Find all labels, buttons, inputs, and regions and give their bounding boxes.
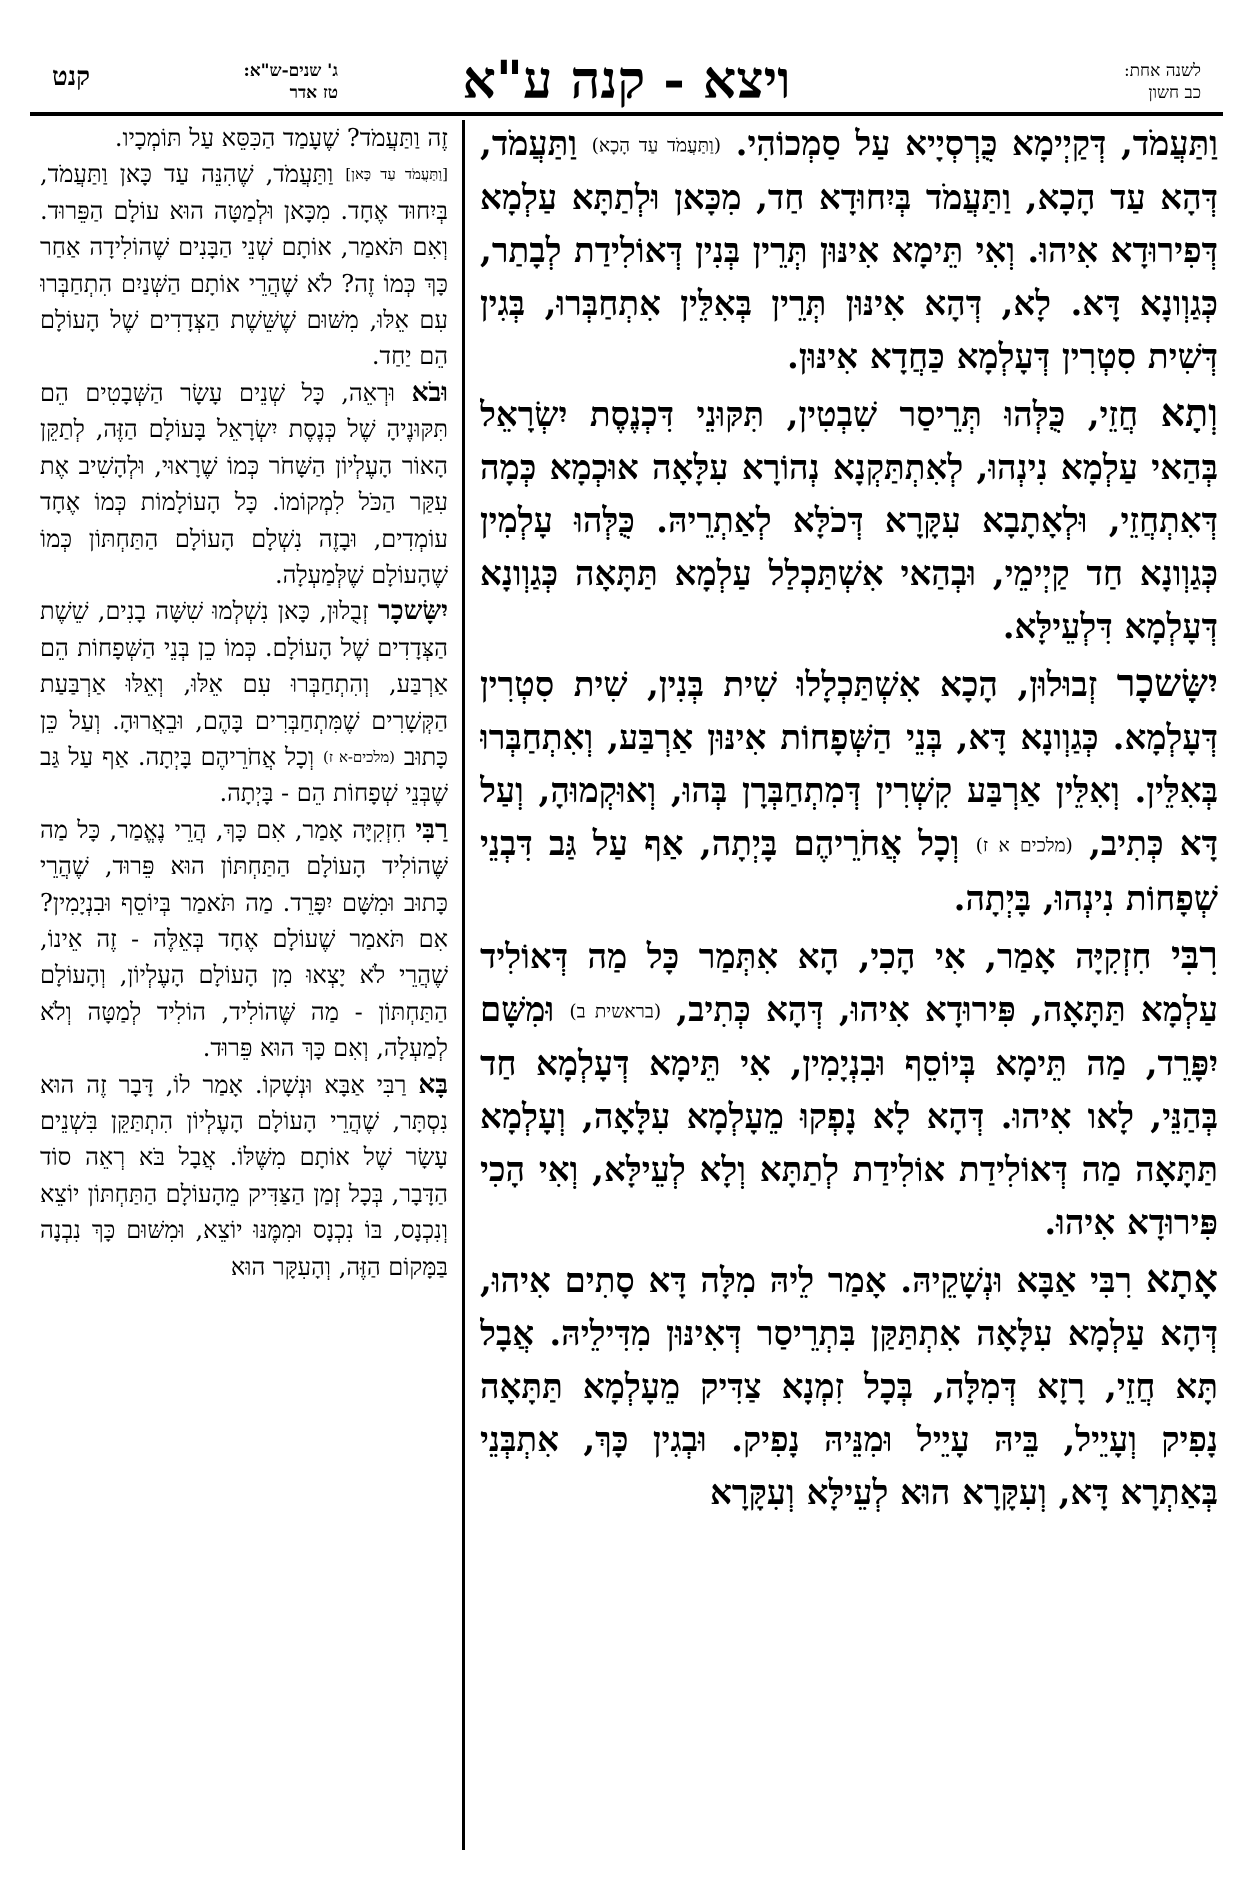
page-header — [30, 50, 1223, 114]
main-p4-opening-word: רִבִּי — [1170, 931, 1218, 977]
main-p2-opening-word: וְתָא — [1160, 390, 1218, 436]
commentary-paragraph-6 — [40, 1067, 448, 1285]
main-p4-reference: (בראשית ב) — [569, 1000, 662, 1022]
main-p4-text: חִזְקִיָּה אָמַר, אִי הָכִי, הָא אִתְּמַר כָּל מַה דְּאוֹלִיד עַלְמָא תַּתָּאָה, פִּירוּדָא אִיהוּ, דְּהָא כְּתִיב, — [480, 936, 1218, 1030]
column-separator — [462, 120, 465, 1850]
commentary-c4-text: זְבֻלוּן, כָּאן נִשְׁלְמוּ שִׁשָּׁה בָנִים, שֵׁשֶׁת הַצְּדָדִים שֶׁל הָעוֹלָם. כְּמוֹ כֵן בְּנֵי הַשְּׁפָחוֹת הֵם אַרְבַּע, וְהִתְחַבְּרוּ עִם אֵלּוּ, וְאֵלּוּ אַרְבַּעַת הַקְּשָׁרִים שֶׁמִּתְחַבְּרִים בָּהֶם, וּבֵאֲרוּהָ. וְעַל כֵּן כָּתוּב — [40, 597, 448, 771]
commentary-c4-text2: וְכָל אֲחֹרֵיהֶם בָּיְתָה. אַף עַל גַּב שֶׁבְּנֵי שְׁפָחוֹת הֵם - בָּיְתָה. — [40, 742, 448, 808]
page-title: ויצא - קנה ע"א — [462, 50, 791, 111]
commentary-c1-text: זֶה וַתַּעֲמֹד? שֶׁעָמַד הַכִּסֵּא עַל תּוֹמְכָיו. — [114, 124, 448, 152]
commentary-paragraph-4 — [40, 593, 448, 811]
header-right-line1: לשנה אחת: — [1123, 61, 1201, 81]
commentary-c2-text: וַתַּעֲמֹד, שֶׁהִנֵּה עַד כָּאן וַתַּעֲמֹד, בְּיִחוּד אֶחָד. מִכָּאן וּלְמַטָּה הוּא עוֹלָם הַפֵּרוּד. וְאִם תֹּאמַר, אוֹתָם שְׁנֵי הַבָּנִים שֶׁהוֹלִידָה אַחַר כָּךְ כְּמוֹ זֶה? לֹא שֶׁהֲרֵי אוֹתָם הַשְּׁנַיִם הִתְחַבְּרוּ עִם אֵלּוּ, מִשּׁוּם שֶׁשֵּׁשֶׁת הַצְּדָדִים שֶׁל הָעוֹלָם הֵם יַחַד. — [40, 160, 448, 371]
main-paragraph-2 — [480, 386, 1218, 656]
main-p3-text: זְבוּלוּן, הָכָא אִשְׁתַּכְלָלוּ שִׁית בְּנִין, שִׁית סִטְרִין דְּעָלְמָא. כְּגַוְונָא דָּא, בְּנֵי הַשְּׁפָחוֹת אִינּוּן אַרְבַּע, וְאִתְחַבְּרוּ בְּאִלֵּין. וְאִלֵּין אַרְבַּע קִשְׁרִין דְּמִתְחַבְּרָן בְּהוּ, וְאוּקְמוּהָ, וְעַל דָּא כְּתִיב, — [480, 665, 1218, 865]
commentary-c3-text: וּרְאֵה, כָּל שְׁנֵים עָשָׂר הַשְּׁבָטִים הֵם תִּקּוּנֶיהָ שֶׁל כְּנֶסֶת יִשְׂרָאֵל בָּעוֹלָם הַזֶּה, לְתַקֵּן הָאוֹר הָעֶלְיוֹן הַשָּׁחֹר כְּמוֹ שֶׁרָאוּי, וּלְהָשִׁיב אֶת עִקַּר הַכֹּל לִמְקוֹמוֹ. כָּל הָעוֹלָמוֹת כְּמוֹ אֶחָד עוֹמְדִים, וּבָזֶה נִשְׁלָם הָעוֹלָם הַתַּחְתּוֹן כְּמוֹ שֶׁהָעוֹלָם שֶׁלְּמַעְלָה. — [40, 378, 448, 589]
commentary-column — [40, 120, 448, 1860]
main-text-column — [480, 118, 1218, 1858]
commentary-c3-opening-word: וּבֹא — [411, 376, 448, 408]
header-left-line2: טז אדר — [289, 83, 338, 103]
commentary-paragraph-1 — [40, 120, 448, 156]
commentary-paragraph-2 — [40, 156, 448, 374]
main-p3-reference: (מלכים א ז) — [975, 835, 1073, 857]
header-rule — [30, 112, 1223, 116]
main-p5-opening-word: אָתָא — [1145, 1255, 1218, 1301]
commentary-c6-text: רַבִּי אַבָּא וּנְשָׁקוֹ. אָמַר לוֹ, דָּבָר זֶה הוּא נִסְתָּר, שֶׁהֲרֵי הָעוֹלָם הָעֶלְיוֹן הִתְתַּקֵּן בִּשְׁנֵים עָשָׂר שֶׁל אוֹתָם מִשֶּׁלּוֹ. אֲבָל בֹּא רְאֵה סוֹד הַדָּבָר, בְּכָל זְמַן הַצַּדִּיק מֵהָעוֹלָם הַתַּחְתּוֹן יוֹצֵא וְנִכְנָס, בּוֹ נִכְנָס וּמִמֶּנּוּ יוֹצֵא, וּמִשּׁוּם כָּךְ נִבְנָה בַּמָּקוֹם הַזֶּה, וְהָעִקָּר הוּא — [40, 1070, 448, 1281]
header-right-line2: כב חשון — [1148, 83, 1201, 103]
commentary-c4-reference: (מלכים-א ז) — [323, 747, 395, 766]
main-p1-text: וַתַּעֲמֹד, דְּקַיְימָא כֻּרְסְיָיא עַל סַמְכוֹהִי. — [735, 124, 1218, 164]
commentary-c6-opening-word: בָּא — [418, 1068, 448, 1100]
commentary-c2-reference: [וַתַּעֲמֹד עַד כָּאן] — [345, 165, 448, 184]
main-p1-reference: (וַתַּעֲמֹד עַד הָכָא) — [591, 135, 722, 157]
commentary-c5-text: חִזְקִיָּה אָמַר, אִם כָּךְ, הֲרֵי נֶאֱמַר, כָּל מַה שֶּׁהוֹלִיד הָעוֹלָם הַתַּחְתּוֹן הוּא פֵּרוּד, שֶׁהֲרֵי כָּתוּב וּמִשָּׁם יִפָּרֵד. מַה תֹּאמַר בְּיוֹסֵף וּבִנְיָמִין? אִם תֹּאמַר שֶׁעוֹלָם אֶחָד בְּאֵלֶּה - זֶה אֵינוֹ, שֶׁהֲרֵי לֹא יָצְאוּ מִן הָעוֹלָם הָעֶלְיוֹן, וְהָעוֹלָם הַתַּחְתּוֹן - מַה שֶּׁהוֹלִיד, הוֹלִיד לְמַטָּה וְלֹא לְמַעְלָה, וְאִם כָּךְ הוּא פֵּרוּד. — [40, 815, 448, 1063]
main-p5-text: רִבִּי אַבָּא וּנְשָׁקֵיהּ. אָמַר לֵיהּ מִלָּה דָּא סָתִים אִיהוּ, דְּהָא עַלְמָא עִלָּאָה אִתְתַּקַּן בִּתְרֵיסַר דְּאִינּוּן מִדִּילֵיהּ. אֲבָל תָּא חֲזֵי, רָזָא דְּמִלָּה, בְּכָל זִמְנָא צַדִּיק מֵעָלְמָא תַּתָּאָה נָפִיק וְעָיֵיל, בֵּיהּ עָיֵיל וּמִנֵּיהּ נָפִיק. וּבְגִין כָּךְ, אִתְבְּנֵי בְּאַתְרָא דָּא, וְעִקָּרָא הוּא לְעֵילָּא וְעִקָּרָא — [480, 1260, 1218, 1513]
main-p2-text: חֲזֵי, כֻּלְּהוּ תְּרֵיסַר שִׁבְטִין, תִּקּוּנֵי דִּכְנֶסֶת יִשְׂרָאֵל בְּהַאי עַלְמָא נִינְהוּ, לְאִתְתַּקְנָא נְהוֹרָא עִלָּאָה אוּכְמָא כְּמָה דְּאִתְחֲזֵי, וּלְאָתָבָא עִקָּרָא דְּכֹלָּא לְאַתְרֵיהּ. כֻּלְּהוּ עָלְמִין כְּגַוְונָא חַד קַיְימֵי, וּבְהַאי אִשְׁתַּכְלַל עַלְמָא תַּתָּאָה כְּגַוְונָא דְּעָלְמָא דִּלְעֵילָּא. — [480, 395, 1218, 648]
main-paragraph-4 — [480, 928, 1218, 1252]
commentary-paragraph-5 — [40, 812, 448, 1067]
main-paragraph-3 — [480, 656, 1218, 927]
main-p1-text2: וַתַּעֲמֹד, דְּהָא עַד הָכָא, וַתַּעֲמֹד בְּיִחוּדָא חַד, מִכָּאן וּלְתַתָּא עַלְמָא דְּפִירוּדָא אִיהוּ. וְאִי תֵּימָא אִינּוּן תְּרֵין בְּנִין דְּאוֹלִידַת לְבָתַר, כְּגַוְונָא דָּא. לָא, דְּהָא אִינּוּן תְּרֵין בְּאִלֵּין אִתְחַבְּרוּ, בְּגִין דְּשִׁית סִטְרִין דְּעָלְמָא כַּחֲדָא אִינּוּן. — [480, 124, 1218, 378]
commentary-paragraph-3 — [40, 375, 448, 593]
page-number: קנט — [52, 62, 91, 92]
main-p4-text2: וּמִשָּׁם יִפָּרֵד, מַה תֵּימָא בְּיוֹסֵף וּבִנְיָמִין, אִי תֵּימָא דְּעָלְמָא חַד בְּהַנֵּי, לָאו אִיהוּ. דְּהָא לָא נָפְקוּ מֵעָלְמָא עִלָּאָה, וְעָלְמָא תַּתָּאָה מַה דְּאוֹלִידַת אוֹלִידַת לְתַתָּא וְלָא לְעֵילָּא, וְאִי הָכִי פִּירוּדָא אִיהוּ. — [480, 989, 1218, 1243]
main-paragraph-5 — [480, 1252, 1218, 1522]
commentary-c5-opening-word: רַבִּי — [415, 813, 448, 845]
main-p3-opening-word: יִשָּׂשכָר — [1116, 660, 1218, 706]
commentary-c4-opening-word: יִשָּׂשכָר — [377, 595, 448, 627]
header-left-line1: ג' שנים-ש"א: — [243, 61, 338, 81]
header-right-info — [1124, 60, 1201, 104]
main-p3-text2: וְכָל אֲחֹרֵיהֶם בָּיְתָה, אַף עַל גַּב דִּבְנֵי שְׁפָחוֹת נִינְהוּ, בָּיְתָה. — [480, 824, 1218, 919]
main-paragraph-1 — [480, 118, 1218, 386]
